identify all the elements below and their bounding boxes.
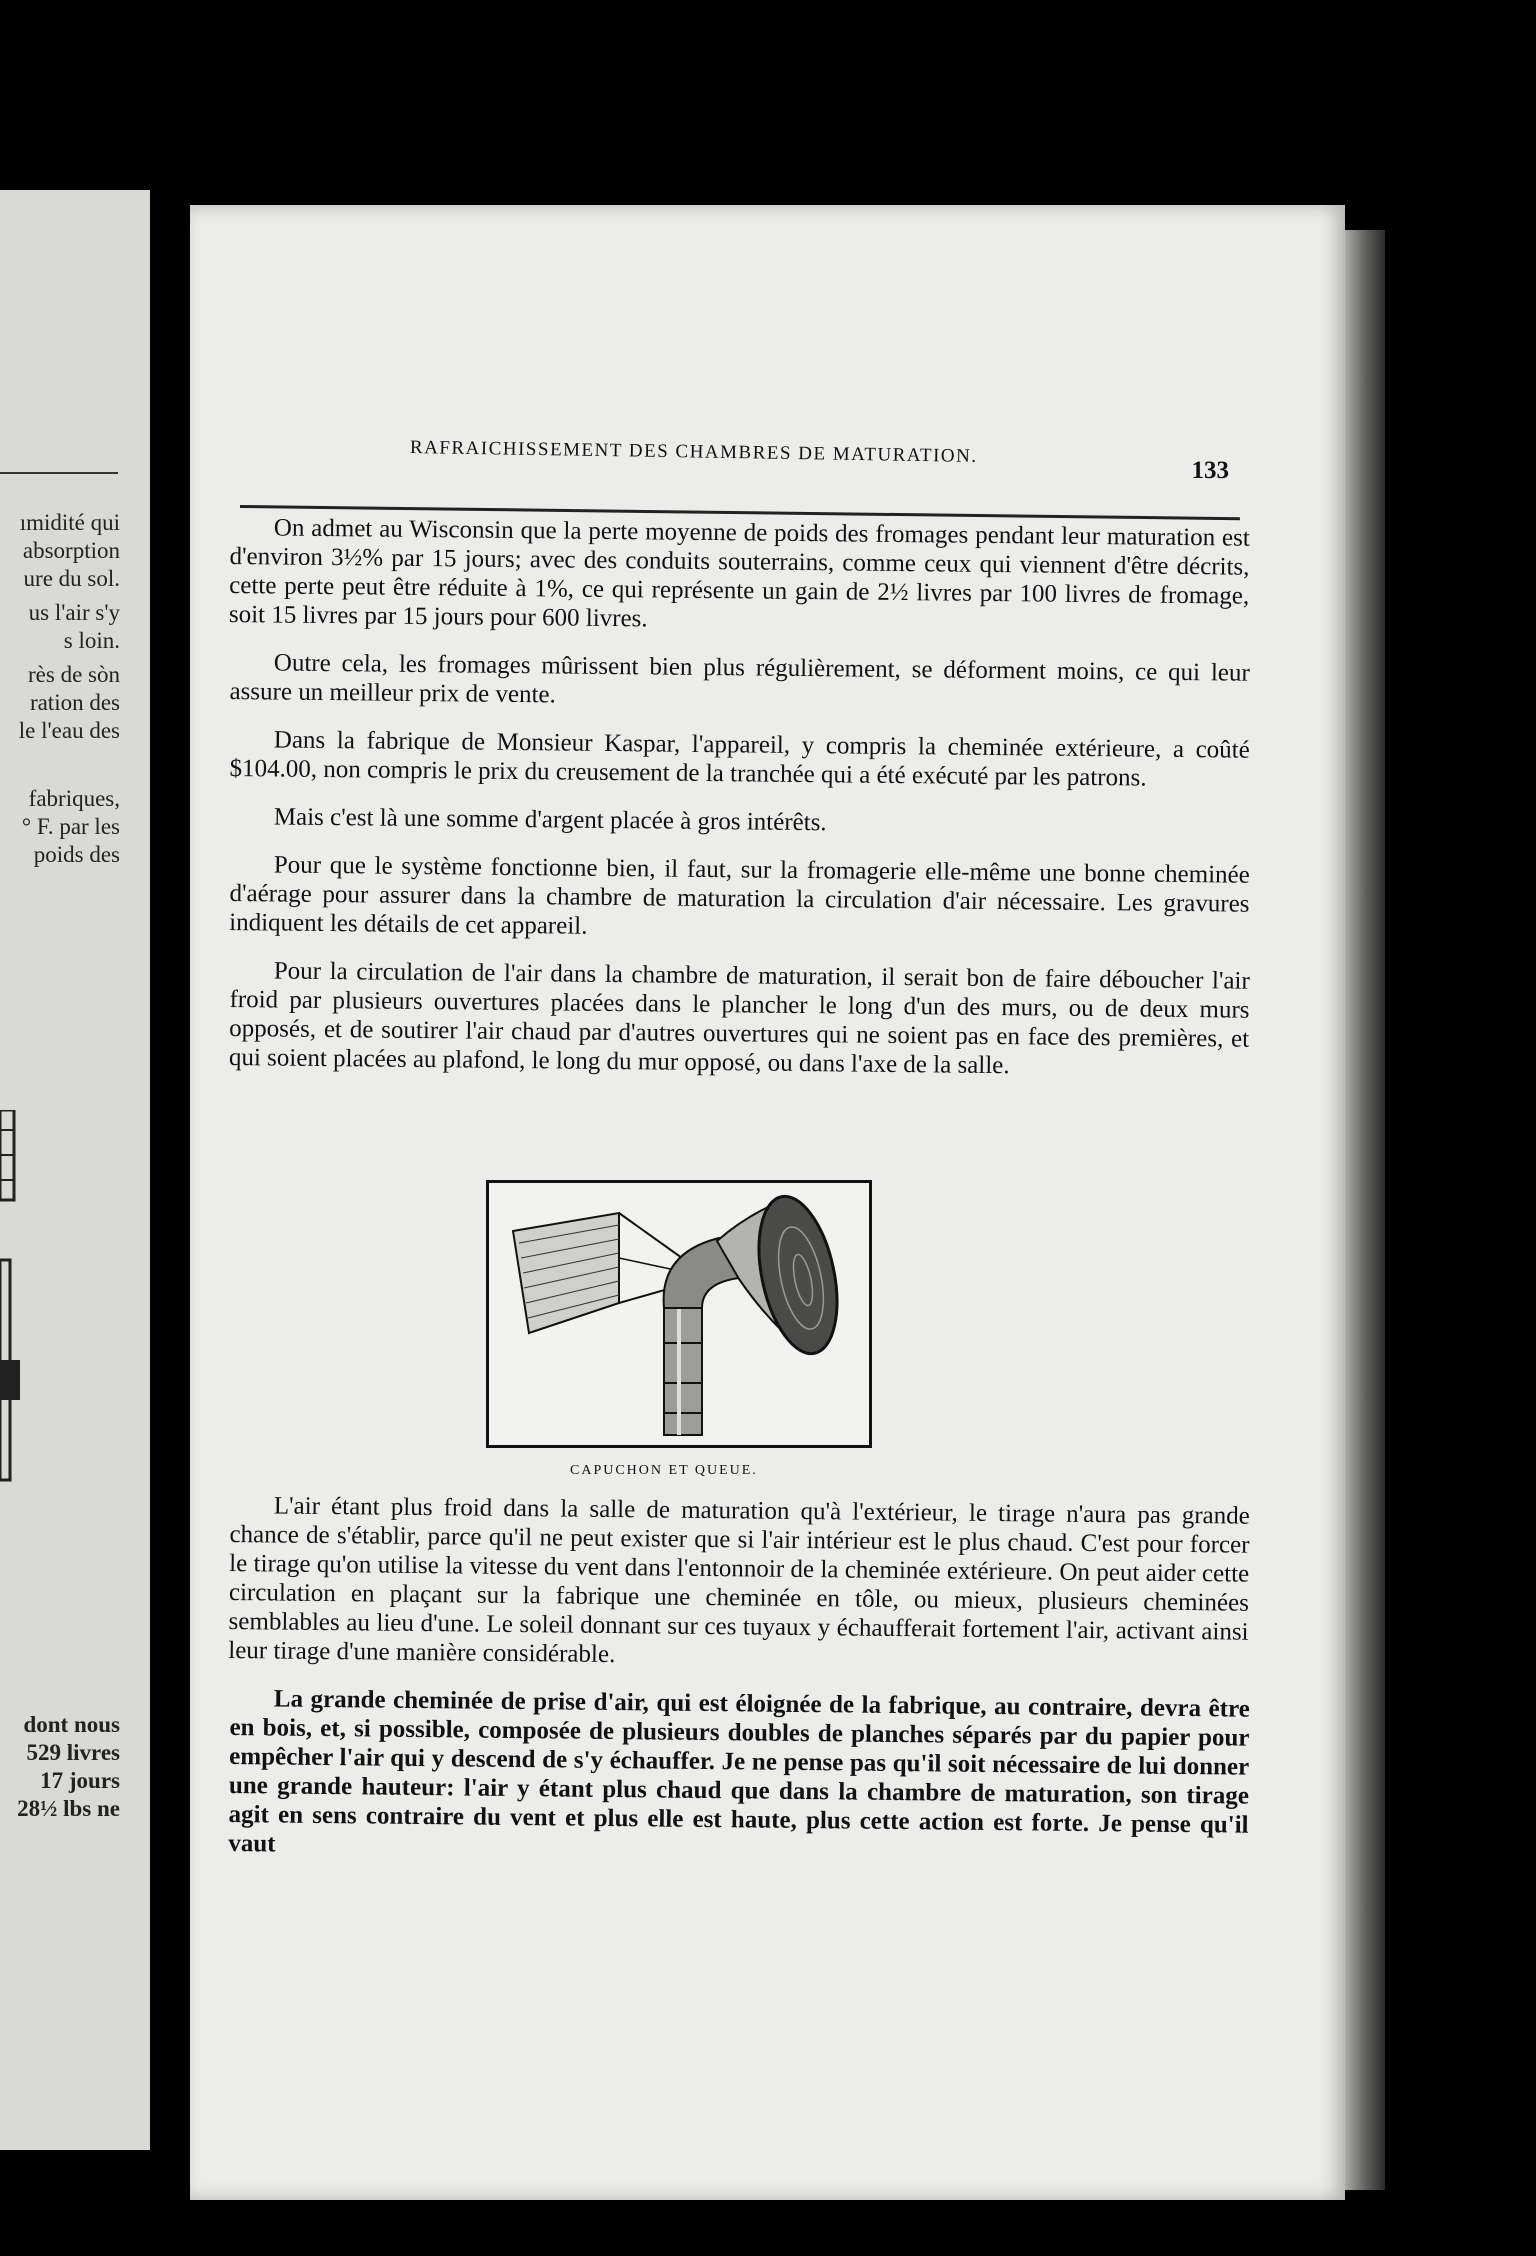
book-page (190, 205, 1345, 2200)
left-page-fragment (0, 190, 150, 2150)
paragraph: Outre cela, les fromages mûrissent bien plus régulièrement, se déforment moins, ce qui leur assure un meilleur prix de vente. (229, 649, 1250, 709)
left-line: 17 jours (40, 1768, 120, 1793)
running-header: RAFRAICHISSEMENT DES CHAMBRES DE MATURATION. (409, 437, 978, 467)
left-page-rule (0, 472, 118, 474)
page-edge-shadow (1340, 230, 1385, 2190)
paragraph: On admet au Wisconsin que la perte moyenne de poids des fromages pendant leur maturation est d'environ 3½% par 15 jours; avec des conduits souterrains, comme ceux qui viennent d'être décrits, cette perte peut être réduite à 1%, ce qui représente un gain de 2½ livres par 100 livres de fromage, soit 15 livres par 15 jours pour 600 livres. (228, 514, 1250, 633)
figure-capuchon-engraving (486, 1180, 872, 1448)
left-line: dont nous (23, 1712, 120, 1737)
paragraph: Mais c'est là une somme d'argent placée à gros intérêts. (273, 803, 827, 837)
left-line: rès de sòn (28, 662, 120, 687)
left-line: us l'air s'y (28, 600, 120, 625)
chimney-cowl-illustration (489, 1183, 869, 1445)
left-line: absorption (22, 538, 120, 563)
paragraph: La grande cheminée de prise d'air, qui est éloignée de la fabrique, au contraire, devra être en bois, et, si possible, composée de plusieurs doubles de planches séparés par du papier pour empêcher l'air qui y descend de s'y échauffer. Je ne pense pas qu'il soit nécessaire de lui donner une grande hauteur: l'air y étant plus chaud que dans la chambre de maturation, son tirage agit en sens contraire du vent et plus elle est haute, plus cette action est forte. Je pense qu'il vaut (228, 1685, 1250, 1858)
paragraph: Dans la fabrique de Monsieur Kaspar, l'appareil, y compris la cheminée extérieure, a coûté $104.00, non compris le prix du creusement de la tranchée qui a été exécuté par les patrons. (229, 726, 1250, 792)
left-line: ure du sol. (23, 566, 120, 591)
left-line: s loin. (63, 628, 120, 653)
text-block-continued (230, 1491, 1250, 1877)
left-page-drawing-fragment (0, 1110, 20, 1560)
paragraph: Pour que le système fonctionne bien, il faut, sur la fromagerie elle-même une bonne cheminée d'aérage pour assurer dans la chambre de maturation la circulation d'air nécessaire. Les gravures indiquent les détails de cet appareil. (229, 851, 1250, 940)
left-line: le l'eau des (18, 718, 120, 743)
left-line: ° F. par les (21, 814, 120, 839)
left-line: poids des (33, 842, 120, 867)
paragraph: L'air étant plus froid dans la salle de maturation qu'à l'extérieur, le tirage n'aura pas grande chance de s'établir, parce qu'il ne peut exister que si l'air intérieur est le plus chaud. C'est pour forcer le tirage qu'on utilise la vitesse du vent dans l'entonnoir de la cheminée extérieure. On peut aider cette circulation en plaçant sur la fabrique une cheminée en tôle, ou mieux, plusieurs cheminées semblables au lieu d'une. Le soleil donnant sur ces tuyaux y échaufferait fortement l'air, activant ainsi leur tirage d'une manière considérable. (228, 1492, 1250, 1669)
page-number: 133 (1191, 457, 1229, 484)
paragraph: Pour la circulation de l'air dans la chambre de maturation, il serait bon de faire déboucher l'air froid par plusieurs ouvertures placées dans le plancher le long d'un des murs, ou de deux murs opposés, et de soutirer l'air chaud par d'autres ouvertures qui ne soient pas en face des premières, et qui soient placées au plafond, le long du mur opposé, ou dans l'axe de la salle. (228, 957, 1250, 1080)
left-line: ration des (29, 690, 120, 715)
left-line: ımidité qui (19, 510, 120, 535)
left-line: 529 livres (26, 1740, 120, 1765)
left-line: 28½ lbs ne (17, 1796, 120, 1821)
text-block (230, 513, 1250, 1091)
left-line: fabriques, (28, 786, 120, 811)
figure-caption: CAPUCHON ET QUEUE. (570, 1463, 758, 1478)
